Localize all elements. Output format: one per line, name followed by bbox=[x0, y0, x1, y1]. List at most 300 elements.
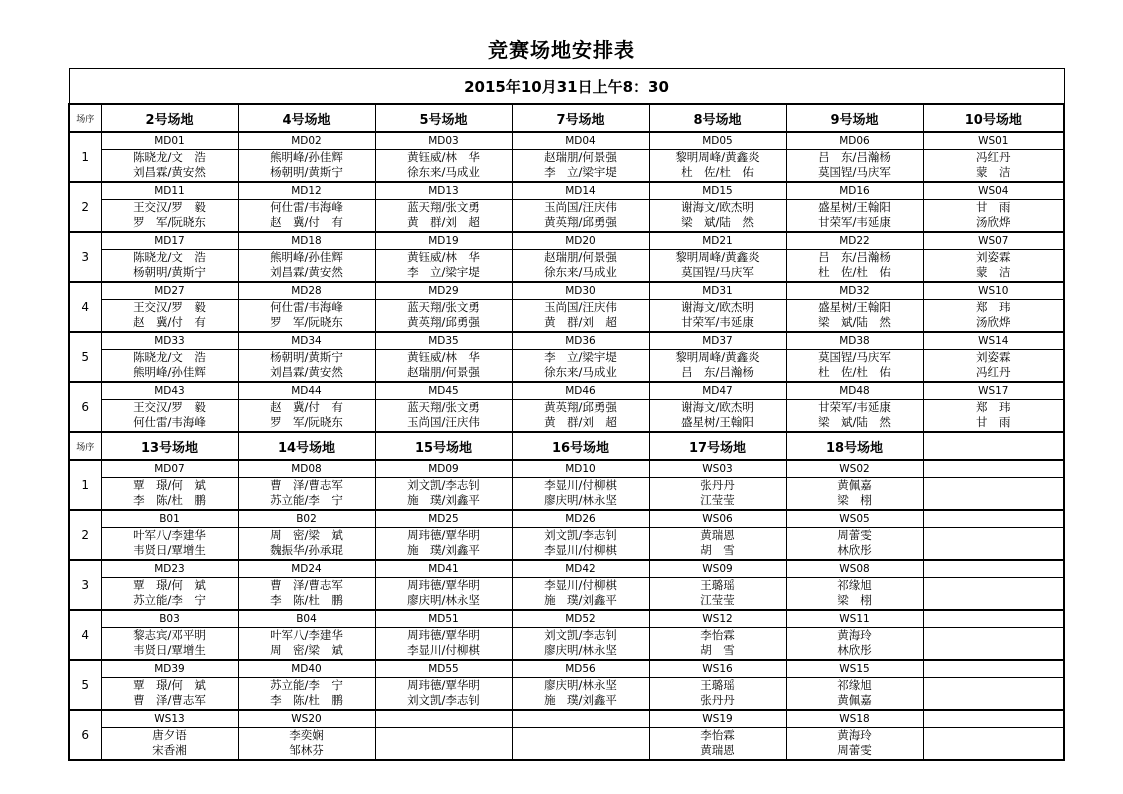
player-pair bbox=[376, 728, 512, 743]
player-pair: 王交汉/罗 毅 bbox=[133, 300, 206, 314]
player-pair: 甘荣军/韦延康 bbox=[681, 315, 754, 329]
player-pair: 赵瑞朋/何景强 bbox=[407, 365, 480, 379]
player-pair: 周 密/梁 斌 bbox=[270, 643, 343, 657]
player-pair: 刘文凯/李志钊 bbox=[407, 693, 480, 707]
player-pair: 叶军八/李建华 bbox=[270, 628, 343, 642]
match-cell bbox=[512, 510, 649, 560]
venue-header-row bbox=[69, 104, 1064, 132]
match-cell bbox=[786, 510, 923, 560]
player-pair: 徐东来/马成业 bbox=[544, 365, 617, 379]
player-pair: 周玮德/覃华明 bbox=[407, 628, 480, 642]
match-code: WS19 bbox=[650, 712, 786, 728]
match-code: MD37 bbox=[650, 334, 786, 350]
match-cell bbox=[375, 232, 512, 282]
player-pair: 李怡霖 bbox=[700, 728, 735, 742]
player-pair: 黄钰威/林 华 bbox=[407, 250, 480, 264]
player-pair: 甘荣军/韦延康 bbox=[818, 215, 891, 229]
player-pair: 黄海玲 bbox=[837, 728, 872, 742]
player-pair bbox=[376, 743, 512, 758]
player-pair bbox=[924, 493, 1064, 508]
match-code bbox=[924, 512, 1064, 528]
player-pair: 林欣彤 bbox=[837, 643, 872, 657]
player-pair: 杨朝明/黄斯宁 bbox=[133, 265, 206, 279]
match-code: MD20 bbox=[513, 234, 649, 250]
player-pair: 胡 雪 bbox=[700, 643, 735, 657]
match-code: B04 bbox=[239, 612, 375, 628]
player-pair: 周玮德/覃华明 bbox=[407, 528, 480, 542]
player-pair: 陈晓龙/文 浩 bbox=[133, 250, 206, 264]
match-cell bbox=[923, 710, 1064, 760]
player-pair bbox=[924, 593, 1064, 608]
player-pair: 李显川/付柳棋 bbox=[544, 478, 617, 492]
match-code: MD35 bbox=[376, 334, 512, 350]
match-cell bbox=[238, 510, 375, 560]
match-code: MD40 bbox=[239, 662, 375, 678]
player-pair: 何仕雷/韦海峰 bbox=[133, 415, 206, 429]
player-pair: 黄 群/刘 超 bbox=[544, 315, 617, 329]
match-code: MD02 bbox=[239, 134, 375, 150]
player-pair bbox=[513, 728, 649, 743]
match-cell bbox=[238, 460, 375, 510]
match-code: MD42 bbox=[513, 562, 649, 578]
player-pair: 蒙 洁 bbox=[976, 165, 1011, 179]
player-pair: 盛星树/王翰阳 bbox=[681, 415, 754, 429]
match-code: MD30 bbox=[513, 284, 649, 300]
player-pair: 甘荣军/韦延康 bbox=[818, 400, 891, 414]
player-pair: 宋香湘 bbox=[152, 743, 187, 757]
player-pair: 陈晓龙/文 浩 bbox=[133, 150, 206, 164]
match-code: MD24 bbox=[239, 562, 375, 578]
match-cell bbox=[512, 382, 649, 432]
player-pair: 莫国锃/马庆军 bbox=[818, 350, 891, 364]
player-pair: 王璐瑶 bbox=[700, 578, 735, 592]
match-cell bbox=[786, 610, 923, 660]
player-pair: 吕 东/吕瀚杨 bbox=[818, 150, 891, 164]
player-pair: 谢海文/欧杰明 bbox=[681, 200, 754, 214]
player-pair: 覃 璟/何 斌 bbox=[133, 678, 206, 692]
match-code: MD01 bbox=[102, 134, 238, 150]
match-code: MD55 bbox=[376, 662, 512, 678]
match-code: MD32 bbox=[787, 284, 923, 300]
match-cell bbox=[786, 182, 923, 232]
match-code: MD03 bbox=[376, 134, 512, 150]
player-pair: 赵 冀/付 有 bbox=[270, 215, 343, 229]
player-pair: 刘文凯/李志钊 bbox=[544, 528, 617, 542]
venue-header: 14号场地 bbox=[238, 432, 375, 460]
match-code: MD28 bbox=[239, 284, 375, 300]
schedule-table bbox=[68, 68, 1065, 761]
player-pair: 黎志宾/邓平明 bbox=[133, 628, 206, 642]
match-cell bbox=[512, 232, 649, 282]
match-cell bbox=[238, 232, 375, 282]
round-number: 3 bbox=[69, 560, 101, 610]
player-pair: 何仕雷/韦海峰 bbox=[270, 200, 343, 214]
match-row bbox=[69, 232, 1064, 282]
match-cell bbox=[649, 460, 786, 510]
venue-header: 15号场地 bbox=[375, 432, 512, 460]
match-cell bbox=[375, 282, 512, 332]
match-code: MD46 bbox=[513, 384, 649, 400]
match-code bbox=[924, 712, 1064, 728]
player-pair: 蒙 洁 bbox=[976, 265, 1011, 279]
round-number: 5 bbox=[69, 332, 101, 382]
player-pair: 黄英翔/邱勇强 bbox=[407, 315, 480, 329]
player-pair: 韦贤日/覃增生 bbox=[133, 643, 206, 657]
player-pair: 苏立能/李 宁 bbox=[270, 493, 343, 507]
match-cell bbox=[923, 132, 1064, 182]
match-cell bbox=[101, 460, 238, 510]
player-pair: 周玮德/覃华明 bbox=[407, 678, 480, 692]
player-pair: 罗 军/阮晓东 bbox=[270, 415, 343, 429]
player-pair: 李显川/付柳棋 bbox=[544, 543, 617, 557]
player-pair bbox=[924, 543, 1064, 558]
player-pair: 周玮德/覃华明 bbox=[407, 578, 480, 592]
venue-header bbox=[923, 432, 1064, 460]
player-pair: 黄瑞恩 bbox=[700, 528, 735, 542]
player-pair: 施 璞/刘鑫平 bbox=[544, 593, 617, 607]
match-row bbox=[69, 660, 1064, 710]
player-pair: 祁缘旭 bbox=[837, 578, 872, 592]
venue-header: 16号场地 bbox=[512, 432, 649, 460]
player-pair: 杨朝明/黄斯宁 bbox=[270, 350, 343, 364]
match-cell bbox=[375, 382, 512, 432]
match-code: MD34 bbox=[239, 334, 375, 350]
match-row bbox=[69, 132, 1064, 182]
player-pair: 杜 佐/杜 佑 bbox=[818, 265, 891, 279]
match-row bbox=[69, 332, 1064, 382]
player-pair: 施 璞/刘鑫平 bbox=[407, 543, 480, 557]
player-pair: 施 璞/刘鑫平 bbox=[407, 493, 480, 507]
player-pair bbox=[924, 528, 1064, 543]
match-code: MD39 bbox=[102, 662, 238, 678]
player-pair bbox=[924, 728, 1064, 743]
player-pair: 曹 泽/曹志军 bbox=[133, 693, 206, 707]
match-code: MD22 bbox=[787, 234, 923, 250]
match-cell bbox=[649, 510, 786, 560]
match-code: MD52 bbox=[513, 612, 649, 628]
match-code: MD21 bbox=[650, 234, 786, 250]
player-pair: 黄瑞恩 bbox=[700, 743, 735, 757]
player-pair: 王璐瑶 bbox=[700, 678, 735, 692]
match-cell bbox=[923, 282, 1064, 332]
match-code: WS14 bbox=[924, 334, 1064, 350]
match-code: MD11 bbox=[102, 184, 238, 200]
player-pair: 周 密/梁 斌 bbox=[270, 528, 343, 542]
player-pair: 罗 军/阮晓东 bbox=[133, 215, 206, 229]
match-code bbox=[924, 662, 1064, 678]
match-cell bbox=[375, 660, 512, 710]
match-code: MD56 bbox=[513, 662, 649, 678]
match-cell bbox=[375, 510, 512, 560]
match-cell bbox=[786, 132, 923, 182]
player-pair: 唐夕语 bbox=[152, 728, 187, 742]
match-cell bbox=[238, 282, 375, 332]
player-pair: 蓝天翔/张文勇 bbox=[407, 300, 480, 314]
match-cell bbox=[649, 560, 786, 610]
player-pair: 赵瑞朋/何景强 bbox=[544, 250, 617, 264]
player-pair: 黄英翔/邱勇强 bbox=[544, 400, 617, 414]
player-pair: 李奕娴 bbox=[289, 728, 324, 742]
match-cell bbox=[923, 660, 1064, 710]
match-code bbox=[924, 562, 1064, 578]
player-pair: 吕 东/吕瀚杨 bbox=[818, 250, 891, 264]
match-cell bbox=[649, 710, 786, 760]
match-code: MD29 bbox=[376, 284, 512, 300]
player-pair: 魏振华/孙承琨 bbox=[270, 543, 343, 557]
player-pair: 周蕾雯 bbox=[837, 743, 872, 757]
player-pair: 林欣彤 bbox=[837, 543, 872, 557]
player-pair: 玉尚国/汪庆伟 bbox=[407, 415, 480, 429]
player-pair: 邹林芬 bbox=[289, 743, 324, 757]
player-pair: 张丹丹 bbox=[700, 693, 735, 707]
match-cell bbox=[375, 710, 512, 760]
match-cell bbox=[238, 332, 375, 382]
player-pair: 盛星树/王翰阳 bbox=[818, 200, 891, 214]
venue-header-row bbox=[69, 432, 1064, 460]
match-code: WS17 bbox=[924, 384, 1064, 400]
match-code: MD44 bbox=[239, 384, 375, 400]
match-cell bbox=[512, 332, 649, 382]
player-pair: 梁 斌/陆 然 bbox=[681, 215, 754, 229]
venue-header: 18号场地 bbox=[786, 432, 923, 460]
player-pair: 李 陈/杜 鹏 bbox=[270, 593, 343, 607]
player-pair: 周蕾雯 bbox=[837, 528, 872, 542]
player-pair: 刘昌霖/黄安然 bbox=[270, 365, 343, 379]
match-cell bbox=[238, 560, 375, 610]
player-pair: 刘昌霖/黄安然 bbox=[133, 165, 206, 179]
player-pair bbox=[924, 478, 1064, 493]
player-pair bbox=[924, 643, 1064, 658]
match-code bbox=[513, 712, 649, 728]
match-cell bbox=[512, 132, 649, 182]
player-pair: 徐东来/马成业 bbox=[407, 165, 480, 179]
match-cell bbox=[375, 560, 512, 610]
match-code: WS01 bbox=[924, 134, 1064, 150]
match-cell bbox=[238, 382, 375, 432]
venue-header: 2号场地 bbox=[101, 104, 238, 132]
match-cell bbox=[101, 382, 238, 432]
player-pair: 李 立/梁宇堤 bbox=[407, 265, 480, 279]
match-code: B02 bbox=[239, 512, 375, 528]
match-code: WS12 bbox=[650, 612, 786, 628]
player-pair: 蓝天翔/张文勇 bbox=[407, 400, 480, 414]
player-pair: 叶军八/李建华 bbox=[133, 528, 206, 542]
player-pair: 郑 玮 bbox=[976, 400, 1011, 414]
player-pair: 杜 佐/杜 佑 bbox=[818, 365, 891, 379]
venue-header: 9号场地 bbox=[786, 104, 923, 132]
player-pair: 王交汉/罗 毅 bbox=[133, 200, 206, 214]
match-code: MD04 bbox=[513, 134, 649, 150]
player-pair: 黄英翔/邱勇强 bbox=[544, 215, 617, 229]
player-pair: 江莹莹 bbox=[700, 493, 735, 507]
player-pair: 刘文凯/李志钊 bbox=[544, 628, 617, 642]
match-code: MD51 bbox=[376, 612, 512, 628]
player-pair: 刘姿霖 bbox=[976, 250, 1011, 264]
player-pair: 甘 雨 bbox=[976, 200, 1011, 214]
match-code: MD14 bbox=[513, 184, 649, 200]
match-code: MD05 bbox=[650, 134, 786, 150]
player-pair: 郑 玮 bbox=[976, 300, 1011, 314]
match-cell bbox=[786, 460, 923, 510]
match-code: MD15 bbox=[650, 184, 786, 200]
player-pair: 祁缘旭 bbox=[837, 678, 872, 692]
player-pair: 黄 群/刘 超 bbox=[544, 415, 617, 429]
player-pair: 黄海玲 bbox=[837, 628, 872, 642]
match-code: WS20 bbox=[239, 712, 375, 728]
match-code: MD43 bbox=[102, 384, 238, 400]
match-code: WS03 bbox=[650, 462, 786, 478]
match-code: MD06 bbox=[787, 134, 923, 150]
match-code: MD16 bbox=[787, 184, 923, 200]
match-cell bbox=[238, 182, 375, 232]
match-code: WS07 bbox=[924, 234, 1064, 250]
match-code: MD36 bbox=[513, 334, 649, 350]
match-cell bbox=[649, 232, 786, 282]
venue-header: 17号场地 bbox=[649, 432, 786, 460]
match-code: MD10 bbox=[513, 462, 649, 478]
match-cell bbox=[101, 282, 238, 332]
match-cell bbox=[923, 332, 1064, 382]
match-cell bbox=[649, 182, 786, 232]
player-pair: 李怡霖 bbox=[700, 628, 735, 642]
player-pair: 盛星树/王翰阳 bbox=[818, 300, 891, 314]
round-number: 2 bbox=[69, 510, 101, 560]
match-row bbox=[69, 460, 1064, 510]
match-code: MD38 bbox=[787, 334, 923, 350]
match-cell bbox=[375, 610, 512, 660]
player-pair: 李显川/付柳棋 bbox=[407, 643, 480, 657]
match-code: WS11 bbox=[787, 612, 923, 628]
match-cell bbox=[649, 382, 786, 432]
match-code: MD31 bbox=[650, 284, 786, 300]
round-number: 6 bbox=[69, 382, 101, 432]
player-pair: 玉尚国/汪庆伟 bbox=[544, 300, 617, 314]
match-cell bbox=[375, 332, 512, 382]
match-cell bbox=[923, 232, 1064, 282]
player-pair: 黄钰威/林 华 bbox=[407, 150, 480, 164]
match-code: MD09 bbox=[376, 462, 512, 478]
match-cell bbox=[649, 282, 786, 332]
player-pair: 莫国锃/马庆军 bbox=[681, 265, 754, 279]
player-pair: 吕 东/吕瀚杨 bbox=[681, 365, 754, 379]
round-number: 3 bbox=[69, 232, 101, 282]
match-code: WS09 bbox=[650, 562, 786, 578]
match-row bbox=[69, 710, 1064, 760]
match-cell bbox=[512, 460, 649, 510]
player-pair: 赵瑞朋/何景强 bbox=[544, 150, 617, 164]
match-code: WS04 bbox=[924, 184, 1064, 200]
round-number: 1 bbox=[69, 460, 101, 510]
match-row bbox=[69, 282, 1064, 332]
player-pair: 冯红丹 bbox=[976, 150, 1011, 164]
player-pair: 赵 冀/付 有 bbox=[133, 315, 206, 329]
match-code: WS05 bbox=[787, 512, 923, 528]
player-pair: 梁 栩 bbox=[837, 493, 872, 507]
match-cell bbox=[512, 660, 649, 710]
player-pair: 张丹丹 bbox=[700, 478, 735, 492]
player-pair: 江莹莹 bbox=[700, 593, 735, 607]
match-code: WS15 bbox=[787, 662, 923, 678]
player-pair: 熊明峰/孙佳辉 bbox=[133, 365, 206, 379]
match-cell bbox=[786, 232, 923, 282]
match-code: WS16 bbox=[650, 662, 786, 678]
player-pair: 梁 栩 bbox=[837, 593, 872, 607]
match-cell bbox=[375, 182, 512, 232]
player-pair: 覃 璟/何 斌 bbox=[133, 578, 206, 592]
player-pair: 李 立/梁宇堤 bbox=[544, 350, 617, 364]
match-code bbox=[924, 462, 1064, 478]
match-cell bbox=[649, 132, 786, 182]
venue-header: 4号场地 bbox=[238, 104, 375, 132]
match-row bbox=[69, 610, 1064, 660]
match-code: WS06 bbox=[650, 512, 786, 528]
round-number: 4 bbox=[69, 610, 101, 660]
player-pair: 胡 雪 bbox=[700, 543, 735, 557]
match-cell bbox=[101, 660, 238, 710]
player-pair: 黄佩嘉 bbox=[837, 478, 872, 492]
match-cell bbox=[238, 610, 375, 660]
player-pair bbox=[924, 628, 1064, 643]
player-pair bbox=[924, 693, 1064, 708]
match-code: MD17 bbox=[102, 234, 238, 250]
match-row bbox=[69, 382, 1064, 432]
player-pair: 苏立能/李 宁 bbox=[133, 593, 206, 607]
player-pair: 罗 军/阮晓东 bbox=[270, 315, 343, 329]
player-pair: 汤欣烨 bbox=[976, 315, 1011, 329]
match-cell bbox=[923, 510, 1064, 560]
match-code: MD33 bbox=[102, 334, 238, 350]
player-pair: 苏立能/李 宁 bbox=[270, 678, 343, 692]
venue-header: 8号场地 bbox=[649, 104, 786, 132]
player-pair: 谢海文/欧杰明 bbox=[681, 400, 754, 414]
match-code: MD07 bbox=[102, 462, 238, 478]
match-cell bbox=[512, 610, 649, 660]
player-pair: 莫国锃/马庆军 bbox=[818, 165, 891, 179]
match-row bbox=[69, 510, 1064, 560]
match-cell bbox=[649, 610, 786, 660]
player-pair: 冯红丹 bbox=[976, 365, 1011, 379]
venue-header: 7号场地 bbox=[512, 104, 649, 132]
match-cell bbox=[923, 382, 1064, 432]
player-pair: 廖庆明/林永坚 bbox=[544, 643, 617, 657]
match-code: MD41 bbox=[376, 562, 512, 578]
round-number: 1 bbox=[69, 132, 101, 182]
player-pair: 廖庆明/林永坚 bbox=[544, 678, 617, 692]
match-cell bbox=[512, 710, 649, 760]
match-code: MD27 bbox=[102, 284, 238, 300]
match-cell bbox=[649, 660, 786, 710]
player-pair: 谢海文/欧杰明 bbox=[681, 300, 754, 314]
seq-label: 场序 bbox=[69, 104, 101, 132]
player-pair: 黎明周峰/黄鑫炎 bbox=[675, 350, 760, 364]
venue-header: 10号场地 bbox=[923, 104, 1064, 132]
match-cell bbox=[101, 332, 238, 382]
player-pair: 刘文凯/李志钊 bbox=[407, 478, 480, 492]
match-cell bbox=[786, 710, 923, 760]
player-pair: 黄佩嘉 bbox=[837, 693, 872, 707]
player-pair: 廖庆明/林永坚 bbox=[407, 593, 480, 607]
match-cell bbox=[649, 332, 786, 382]
player-pair: 熊明峰/孙佳辉 bbox=[270, 250, 343, 264]
match-code: WS08 bbox=[787, 562, 923, 578]
match-cell bbox=[923, 560, 1064, 610]
match-row bbox=[69, 560, 1064, 610]
match-cell bbox=[786, 382, 923, 432]
match-code: MD19 bbox=[376, 234, 512, 250]
match-code: WS18 bbox=[787, 712, 923, 728]
match-code: WS10 bbox=[924, 284, 1064, 300]
round-number: 6 bbox=[69, 710, 101, 760]
